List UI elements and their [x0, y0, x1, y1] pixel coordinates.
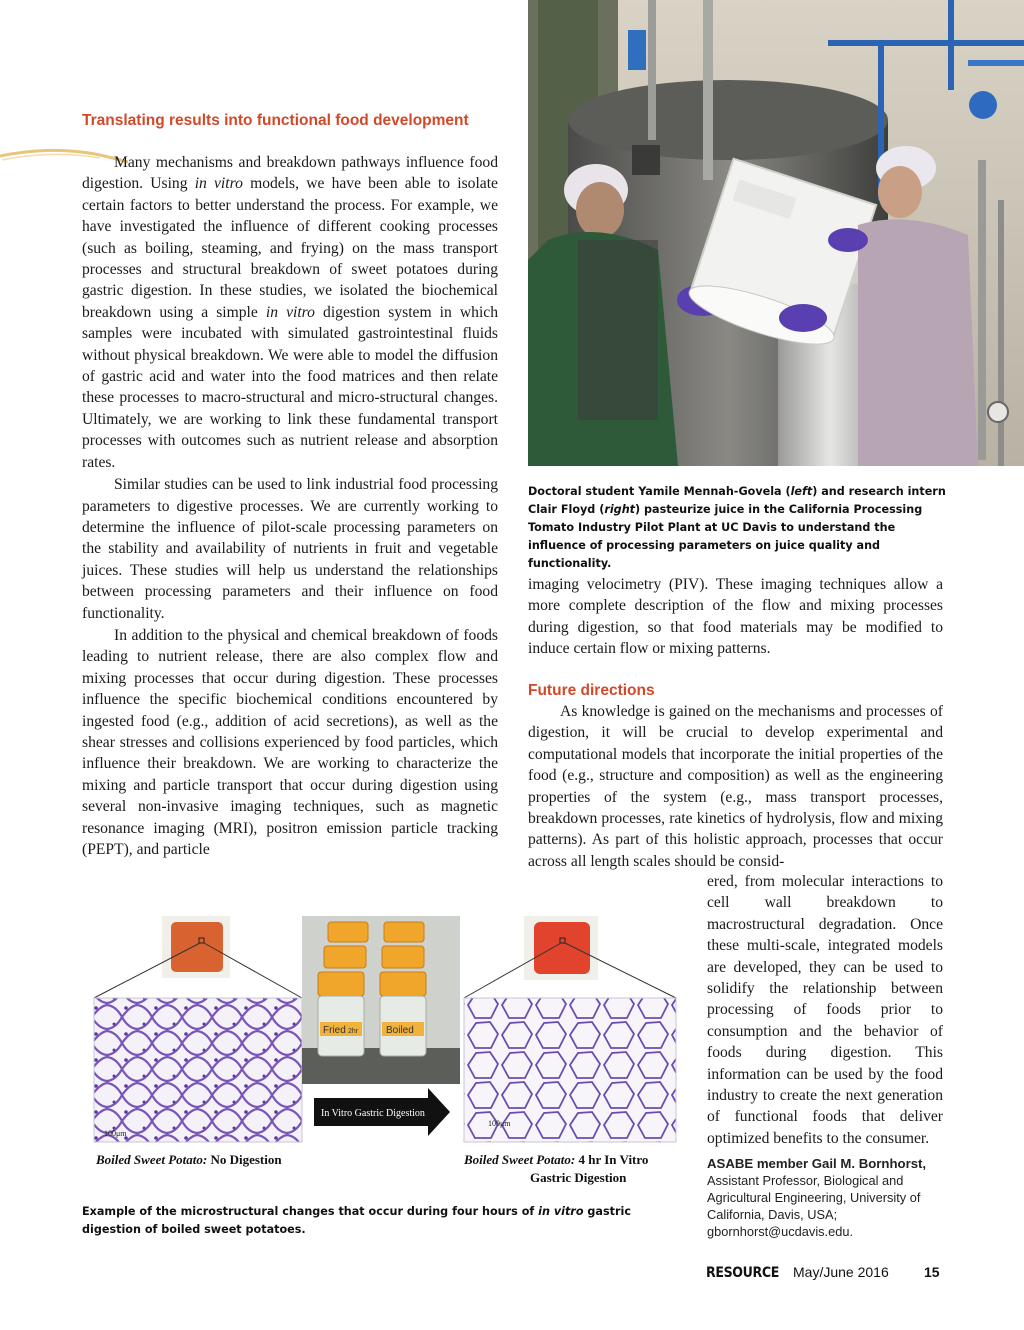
- future-directions-text: [528, 701, 943, 872]
- footer-date: May/June 2016: [793, 1264, 889, 1280]
- micrograph-no-digestion: [94, 998, 302, 1142]
- pilot-plant-photo: [528, 0, 1024, 466]
- scale-bar-right: 100μm: [488, 1119, 511, 1128]
- bottle-label-boiled: Boiled: [386, 1025, 414, 1036]
- paragraph-future-bottom: ered, from molecular interactions to cell wall breakdown to macrostructural degradation. Once these multi-scale, integrated models are developed, they can be used to solidify the relationship between processing of foods prior to consumption and the behavior of foods during digestion. This information can be used by the food industry to create the next generation of functional foods that deliver optimized benefits to the consumer.: [707, 873, 943, 1147]
- footer-brand: RESOURCE: [706, 1265, 780, 1281]
- scale-bar-left: 100μm: [104, 1129, 127, 1138]
- paragraph-similar-studies: Similar studies can be used to link industrial food processing parameters to digestive processes. We are currently working to determine the influence of pilot-scale processing parameters on the stability and availability of nutrients in fruit and vegetable juices. These studies will help us understand the relationships between processing parameters and their influence on food functionality.: [82, 476, 498, 622]
- section-heading-future: Future directions: [528, 682, 655, 699]
- page-number: 15: [924, 1264, 940, 1280]
- arrow-label: In Vitro Gastric Digestion: [321, 1108, 425, 1119]
- future-directions-text-wrap: [707, 871, 943, 1149]
- bottle-label-fried: Fried: [323, 1025, 346, 1036]
- author-name: ASABE member Gail M. Bornhorst,: [707, 1156, 927, 1171]
- figure-caption: Example of the microstructural changes that occur during four hours of in vitro gastric digestion of boiled sweet potatoes.: [82, 1205, 631, 1236]
- right-column-text-top: [528, 574, 943, 660]
- section-heading-translating: Translating results into functional food development: [82, 112, 469, 129]
- author-email: gbornhorst@ucdavis.edu.: [707, 1224, 854, 1239]
- bottle-label-2hr: 2hr: [348, 1028, 359, 1035]
- microstructure-figure: [92, 900, 682, 1192]
- label-no-digestion: Boiled Sweet Potato: No Digestion: [96, 1152, 282, 1167]
- author-title: Assistant Professor, Biological and Agricultural Engineering, University of California, Davis, USA;: [707, 1173, 921, 1222]
- left-column-text: [82, 152, 498, 860]
- photo-caption: Doctoral student Yamile Mennah-Govela (left) and research intern Clair Floyd (right) pasteurize juice in the California Processing Tomato Industry Pilot Plant at UC Davis to understand the influence of processing parameters on juice quality and functionality.: [528, 485, 946, 570]
- paragraph-physical-breakdown: In addition to the physical and chemical breakdown of foods leading to nutrient release, there are also complex flow and mixing processes that occur during digestion. These processes influence the specific biochemical conditions encountered by ingested food (e.g., addition of acid secretions), as well as the shear stresses and collisions experienced by food particles, which influence their breakdown. We are working to characterize the mixing and particle transport that occur during digestion using several non-invasive imaging techniques, such as magnetic resonance imaging (MRI), positron emission particle tracking (PEPT), and particle: [82, 626, 498, 858]
- label-4hr-digestion: Boiled Sweet Potato: 4 hr In Vitro: [464, 1152, 649, 1167]
- paragraph-piv: imaging velocimetry (PIV). These imaging techniques allow a more complete description of the flow and mixing processes during digestion, so that food materials may be modified to induce certain flow or mixing patterns.: [528, 576, 943, 658]
- label-4hr-digestion-line2: Gastric Digestion: [530, 1170, 627, 1185]
- page-footer: [706, 1264, 940, 1281]
- paragraph-future-top: As knowledge is gained on the mechanisms and processes of digestion, it will be crucial to develop experimental and computational models that incorporate the initial properties of the food (e.g., structure and composition) as well as the engineering properties of the system (e.g., mass transport processes, breakdown processes, rate kinetics of hydrolysis, flow and mixing patterns). As part of this holistic approach, processes that occur across all length scales should be consid-: [528, 703, 943, 870]
- author-block: [707, 1155, 947, 1240]
- paragraph-mechanisms: Many mechanisms and breakdown pathways influence food digestion. Using in vitro models, we have been able to isolate certain factors to better understand the process. For example, we have investigated the influence of different cooking processes (such as boiling, steaming, and frying) on the mass transport processes and structural breakdown of sweet potatoes during gastric digestion. In these studies, we isolated the biochemical breakdown using a simple in vitro digestion system in which samples were incubated with simulated gastrointestinal fluids without physical breakdown. We were able to model the diffusion of gastric acid and water into the food matrices and then relate these processes to macro-structural and micro-structural changes. Ultimately, we are working to link these fundamental transport processes with outcomes such as nutrient release and absorption rates.: [82, 154, 499, 471]
